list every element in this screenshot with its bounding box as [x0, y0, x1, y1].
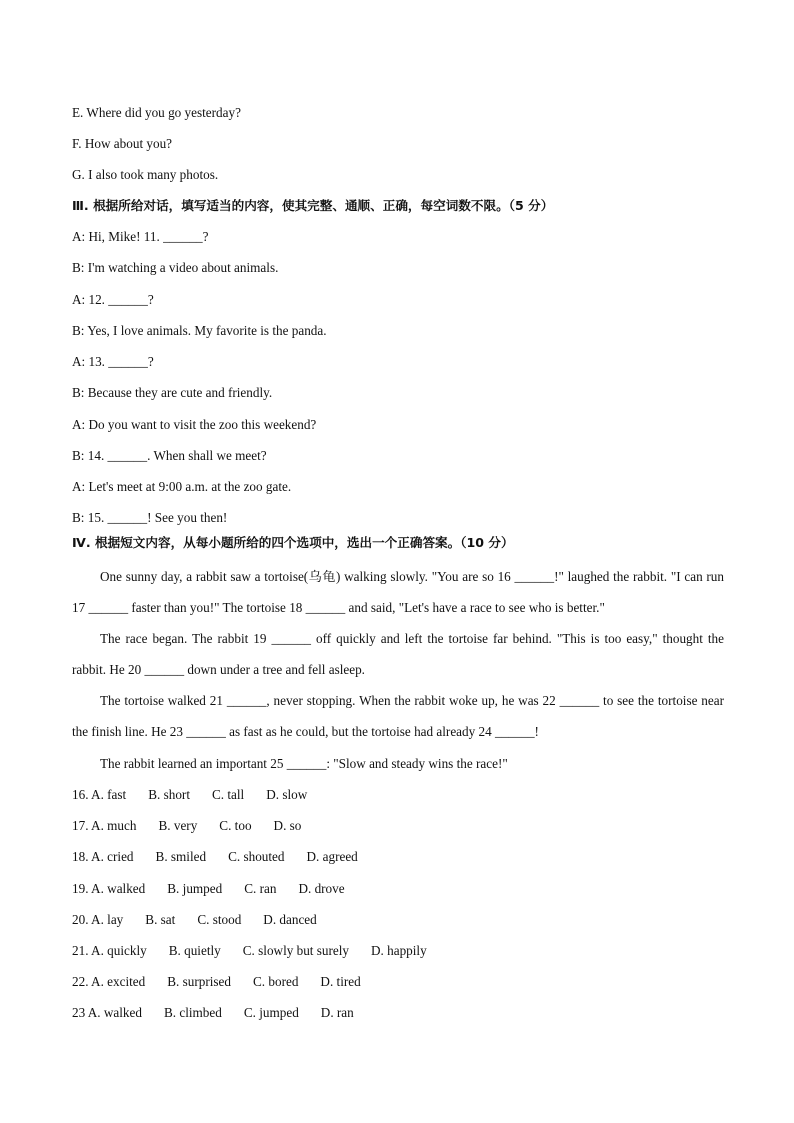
- option-b: B. jumped: [167, 881, 223, 896]
- passage-paragraph-3: The tortoise walked 21 ______, never stopping. When the rabbit woke up, he was 22 ______ to see the tortoise near the finish line. He 23 ______ as fast as he could, but the tortoise had already 24 ______!: [72, 693, 724, 740]
- dialogue-line-9: A: Let's meet at 9:00 a.m. at the zoo gate.: [72, 479, 292, 494]
- option-c: C. bored: [253, 974, 299, 989]
- option-c: C. shouted: [228, 849, 285, 864]
- option-a: 22. A. excited: [72, 974, 146, 989]
- option-b: B. sat: [145, 912, 176, 927]
- option-a: 16. A. fast: [72, 787, 127, 802]
- passage-paragraph-1: One sunny day, a rabbit saw a tortoise(乌龟) walking slowly. "You are so 16 ______!" laughed the rabbit. "I can run 17 ______ faster than you!" The tortoise 18 ______ and said, "Let's have a race to see who is better.": [72, 569, 724, 616]
- option-d: D. drove: [298, 881, 345, 896]
- option-a: 21. A. quickly: [72, 943, 147, 958]
- option-d: D. ran: [320, 1005, 354, 1020]
- question-row: [72, 1004, 354, 1022]
- option-b: B. surprised: [167, 974, 231, 989]
- section4-heading: Ⅳ. 根据短文内容，从每小题所给的四个选项中，选出一个正确答案。（10 分）: [72, 535, 514, 550]
- dialogue-line-1: A: Hi, Mike! 11. ______?: [72, 229, 209, 244]
- option-b: B. quietly: [168, 943, 221, 958]
- option-a: 17. A. much: [72, 818, 137, 833]
- question-row: [72, 880, 345, 898]
- section3-heading: Ⅲ. 根据所给对话，填写适当的内容，使其完整、通顺、正确，每空词数不限。（5 分）: [72, 198, 554, 213]
- option-c: C. too: [219, 818, 252, 833]
- question-row: [72, 848, 358, 866]
- option-a: 19. A. walked: [72, 881, 146, 896]
- option-a: 18. A. cried: [72, 849, 134, 864]
- option-b: B. smiled: [155, 849, 207, 864]
- passage-paragraph-4: The rabbit learned an important 25 ______: "Slow and steady wins the race!": [100, 756, 508, 771]
- dialogue-line-4: B: Yes, I love animals. My favorite is the panda.: [72, 323, 327, 338]
- option-a: 23 A. walked: [72, 1005, 142, 1020]
- option-b: B. climbed: [163, 1005, 222, 1020]
- option-e: E. Where did you go yesterday?: [72, 105, 241, 120]
- question-row: [72, 911, 317, 929]
- dialogue-line-3: A: 12. ______?: [72, 292, 154, 307]
- option-c: C. tall: [211, 787, 245, 802]
- option-d: D. so: [273, 818, 302, 833]
- option-c: C. stood: [197, 912, 242, 927]
- option-f: F. How about you?: [72, 136, 173, 151]
- dialogue-line-8: B: 14. ______. When shall we meet?: [72, 448, 267, 463]
- dialogue-line-5: A: 13. ______?: [72, 354, 154, 369]
- dialogue-line-10: B: 15. ______! See you then!: [72, 510, 228, 525]
- dialogue-line-2: B: I'm watching a video about animals.: [72, 260, 279, 275]
- dialogue-line-6: B: Because they are cute and friendly.: [72, 385, 273, 400]
- option-c: C. ran: [244, 881, 277, 896]
- option-g: G. I also took many photos.: [72, 167, 219, 182]
- option-b: B. very: [158, 818, 198, 833]
- question-row: [72, 786, 307, 804]
- question-row: [72, 973, 361, 991]
- option-c: C. slowly but surely: [242, 943, 349, 958]
- option-d: D. happily: [371, 943, 427, 958]
- option-c: C. jumped: [243, 1005, 299, 1020]
- option-b: B. short: [148, 787, 190, 802]
- option-d: D. slow: [266, 787, 308, 802]
- question-row: [72, 817, 301, 835]
- option-d: D. tired: [320, 974, 361, 989]
- dialogue-line-7: A: Do you want to visit the zoo this weekend?: [72, 417, 317, 432]
- passage-paragraph-2: The race began. The rabbit 19 ______ off quickly and left the tortoise far behind. "This is too easy," thought the rabbit. He 20 ______ down under a tree and fell asleep.: [72, 631, 724, 678]
- option-a: 20. A. lay: [72, 912, 124, 927]
- option-d: D. danced: [263, 912, 317, 927]
- question-row: [72, 942, 427, 960]
- option-d: D. agreed: [306, 849, 358, 864]
